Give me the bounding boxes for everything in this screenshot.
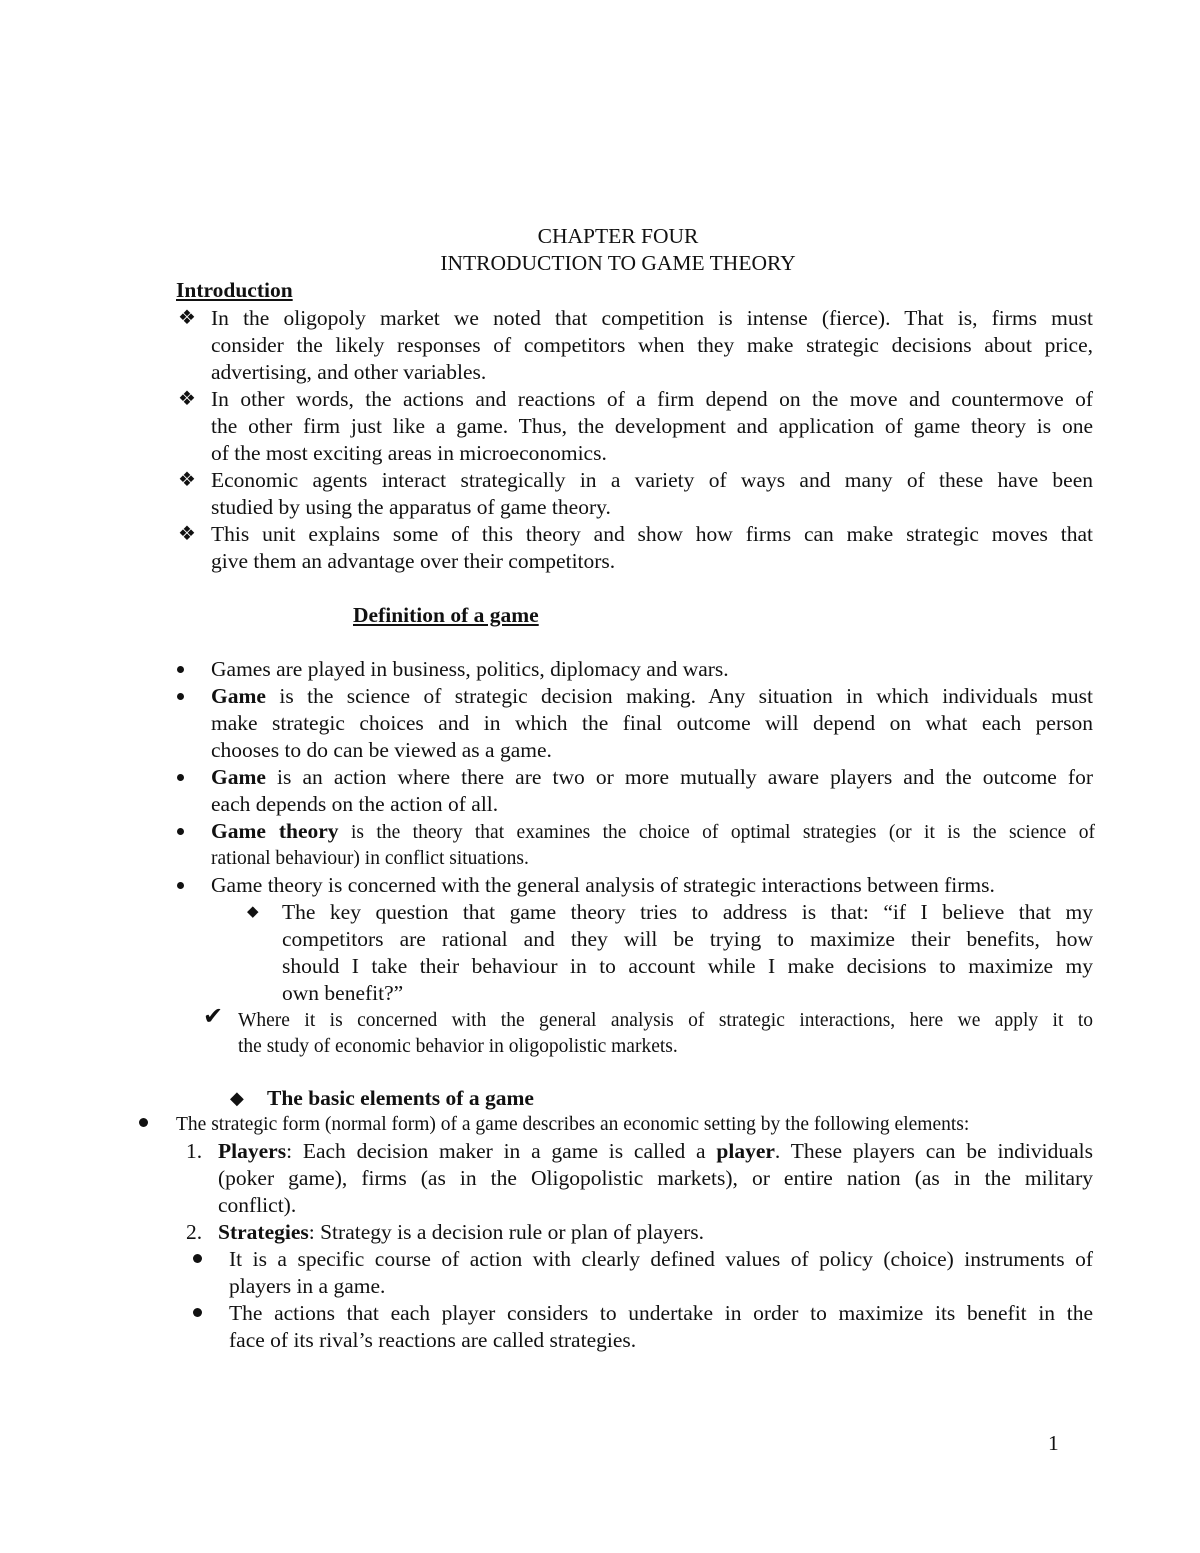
- definition-item-2-line-1: Game is the science of strategic decision making. Any situation in which individuals must: [211, 684, 1093, 708]
- intro-bullet-3-line-1: Economic agents interact strategically in a variety of ways and many of these have been: [211, 468, 1093, 492]
- diamond-bullet-icon: ❖: [178, 523, 196, 545]
- definition-item-3-line-1: Game is an action where there are two or more mutually aware players and the outcome for: [211, 765, 1093, 789]
- players-line-2: (poker game), firms (as in the Oligopolistic markets), or entire nation (as in the military: [218, 1166, 1093, 1190]
- diamond-bullet-icon: ❖: [178, 469, 196, 491]
- bullet-dot-icon: [177, 774, 184, 781]
- small-diamond-bullet-icon: ◆: [247, 904, 259, 920]
- list-number-2: 2.: [186, 1220, 203, 1244]
- check-note-line-2: the study of economic behavior in oligopolistic markets.: [238, 1036, 678, 1057]
- list-number-1: 1.: [186, 1139, 203, 1163]
- intro-bullet-4-line-2: give them an advantage over their competitors.: [211, 549, 616, 573]
- diamond-bullet-icon: ❖: [178, 388, 196, 410]
- key-question-line-1: The key question that game theory tries to address is that: “if I believe that my: [282, 900, 1093, 924]
- key-question-line-3: should I take their behaviour in to account while I make decisions to maximize my: [282, 954, 1093, 978]
- intro-bullet-2-line-2: the other firm just like a game. Thus, the development and application of game theory is one: [211, 414, 1093, 438]
- bullet-dot-icon: [193, 1254, 202, 1263]
- strategies-bullet-1-line-1: It is a specific course of action with clearly defined values of policy (choice) instruments of: [229, 1247, 1093, 1271]
- intro-bullet-3-line-2: studied by using the apparatus of game theory.: [211, 495, 611, 519]
- intro-bullet-1-line-2: consider the likely responses of competitors when they make strategic decisions about price,: [211, 333, 1093, 357]
- basic-elements-heading: The basic elements of a game: [267, 1086, 534, 1110]
- diamond-bullet-icon: ❖: [178, 307, 196, 329]
- bullet-dot-icon: [139, 1118, 148, 1127]
- bullet-dot-icon: [177, 693, 184, 700]
- definition-heading: Definition of a game: [353, 603, 539, 627]
- bullet-dot-icon: [177, 882, 184, 889]
- strategies-bullet-2-line-2: face of its rival’s reactions are called strategies.: [229, 1328, 637, 1352]
- check-note-line-1: Where it is concerned with the general analysis of strategic interactions, here we apply it to: [238, 1010, 1093, 1031]
- bullet-dot-icon: [177, 828, 184, 835]
- definition-item-2-line-3: chooses to do can be viewed as a game.: [211, 738, 552, 762]
- definition-item-4-line-2: rational behaviour) in conflict situations.: [211, 848, 529, 869]
- intro-bullet-2-line-3: of the most exciting areas in microeconomics.: [211, 441, 607, 465]
- definition-item-3-line-2: each depends on the action of all.: [211, 792, 499, 816]
- intro-bullet-4-line-1: This unit explains some of this theory and show how firms can make strategic moves that: [211, 522, 1093, 546]
- key-question-line-4: own benefit?”: [282, 981, 404, 1005]
- definition-item-5: Game theory is concerned with the general analysis of strategic interactions between firms.: [211, 873, 995, 897]
- bullet-dot-icon: [177, 666, 184, 673]
- chapter-number: CHAPTER FOUR: [537, 224, 699, 248]
- intro-bullet-2-line-1: In other words, the actions and reactions of a firm depend on the move and countermove of: [211, 387, 1093, 411]
- key-question-line-2: competitors are rational and they will be trying to maximize their benefits, how: [282, 927, 1093, 951]
- diamond-heading-icon: ◆: [230, 1088, 244, 1108]
- checkmark-icon: ✔: [203, 1004, 224, 1030]
- page-number: 1: [1048, 1431, 1059, 1455]
- definition-item-4-line-1: Game theory is the theory that examines the choice of optimal strategies (or it is the science of: [211, 819, 1095, 843]
- strategies-bullet-1-line-2: players in a game.: [229, 1274, 386, 1298]
- bullet-dot-icon: [193, 1308, 202, 1317]
- intro-bullet-1-line-1: In the oligopoly market we noted that competition is intense (fierce). That is, firms must: [211, 306, 1093, 330]
- players-line-1: Players: Each decision maker in a game is called a player. These players can be individuals: [218, 1139, 1094, 1163]
- strategies-bullet-2-line-1: The actions that each player considers to undertake in order to maximize its benefit in the: [229, 1301, 1093, 1325]
- players-line-3: conflict).: [218, 1193, 297, 1217]
- elements-intro: The strategic form (normal form) of a game describes an economic setting by the following elements:: [176, 1114, 970, 1135]
- strategies-line-1: Strategies: Strategy is a decision rule or plan of players.: [218, 1220, 705, 1244]
- chapter-title: INTRODUCTION TO GAME THEORY: [440, 251, 796, 275]
- definition-item-2-line-2: make strategic choices and in which the final outcome will depend on what each person: [211, 711, 1093, 735]
- introduction-heading: Introduction: [176, 278, 293, 302]
- definition-item-1: Games are played in business, politics, diplomacy and wars.: [211, 657, 729, 681]
- intro-bullet-1-line-3: advertising, and other variables.: [211, 360, 487, 384]
